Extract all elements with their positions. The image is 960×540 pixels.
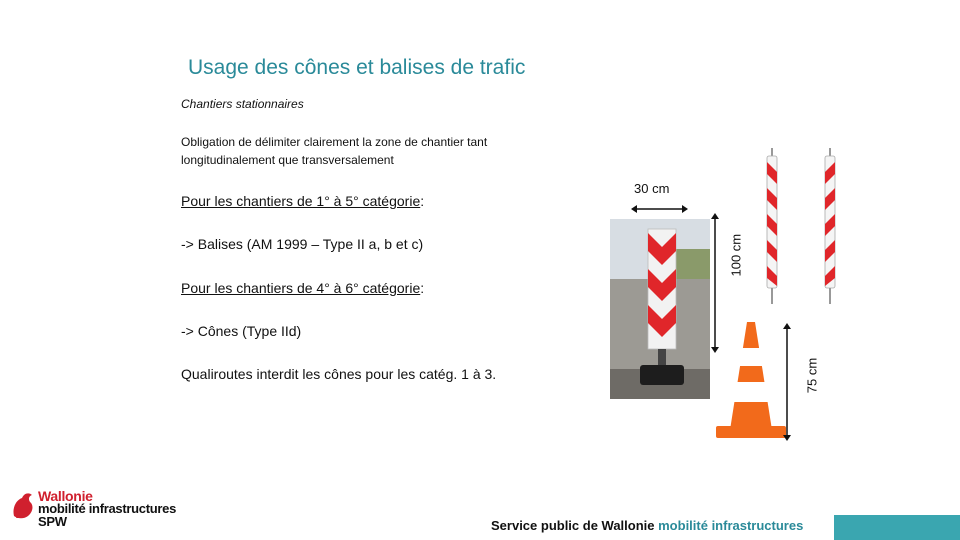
traffic-cone xyxy=(714,320,788,442)
obligation-text: Obligation de délimiter clairement la zone de chantier tant longitudinalement que transversalement xyxy=(181,135,488,167)
footer-accent: mobilité infrastructures xyxy=(658,518,804,533)
balise-post-left xyxy=(762,148,782,308)
cone-height-arrow xyxy=(780,322,794,442)
cones-line: -> Cônes (Type IId) xyxy=(181,323,302,339)
width-arrow xyxy=(630,202,690,216)
width-label: 30 cm xyxy=(634,181,670,196)
balise-photo xyxy=(610,219,710,399)
category-1-5-label: Pour les chantiers de 1° à 5° catégorie xyxy=(181,193,421,209)
category-4-6-label: Pour les chantiers de 4° à 6° catégorie xyxy=(181,280,421,296)
footer-text xyxy=(491,518,803,533)
category-4-6-line xyxy=(181,280,424,296)
balise-height-label: 100 cm xyxy=(728,233,744,277)
category-1-5-colon: : xyxy=(420,193,425,209)
cone-height-label: 75 cm xyxy=(804,357,820,394)
category-4-6-colon: : xyxy=(420,280,425,296)
logo-mobilite: mobilité infrastructures xyxy=(38,501,176,516)
spw-logo xyxy=(10,488,190,532)
footer-org: Service public de Wallonie xyxy=(491,518,659,533)
category-1-5-line xyxy=(181,193,424,209)
balises-line: -> Balises (AM 1999 – Type II a, b et c) xyxy=(181,236,424,252)
slide-subtitle: Chantiers stationnaires xyxy=(181,97,304,111)
slide-title: Usage des cônes et balises de trafic xyxy=(188,56,526,79)
logo-spw: SPW xyxy=(38,514,67,529)
footer-accent-bar xyxy=(834,515,960,540)
logo-wallonie: Wallonie xyxy=(38,488,93,504)
balise-post-right xyxy=(820,148,840,308)
rooster-icon xyxy=(10,490,36,520)
qualiroutes-line: Qualiroutes interdit les cônes pour les catég. 1 à 3. xyxy=(181,366,497,382)
